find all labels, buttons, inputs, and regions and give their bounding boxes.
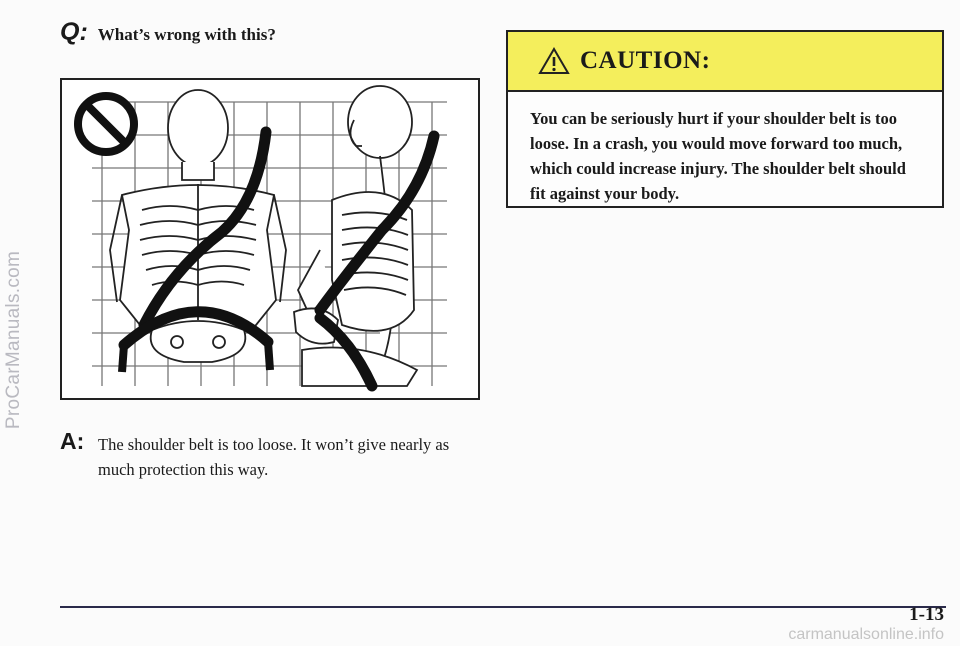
answer bbox=[60, 428, 480, 482]
question bbox=[60, 18, 276, 47]
side-watermark-text: ProCarManuals.com bbox=[3, 250, 24, 430]
caution-title: CAUTION: bbox=[580, 47, 711, 74]
caution-body: You can be seriously hurt if your shoulder belt is too loose. In a crash, you would move forward too much, which could increase injury. The shoulder belt should fit against your body. bbox=[530, 109, 906, 203]
answer-label: A: bbox=[60, 428, 85, 454]
skeleton-seatbelt-drawing bbox=[62, 80, 478, 398]
side-watermark bbox=[2, 60, 26, 620]
answer-text: The shoulder belt is too loose. It won’t give nearly as much protection this way. bbox=[98, 435, 450, 479]
page-number: 1-13 bbox=[909, 604, 944, 625]
no-symbol-icon bbox=[78, 96, 134, 152]
caution-box bbox=[506, 30, 944, 208]
caution-header bbox=[508, 32, 942, 92]
seatbelt-illustration bbox=[60, 78, 480, 400]
warning-triangle-icon bbox=[538, 47, 570, 75]
bottom-watermark: carmanualsonline.info bbox=[788, 626, 944, 643]
question-label: Q: bbox=[60, 18, 88, 46]
footer-rule bbox=[60, 606, 946, 608]
question-text: What’s wrong with this? bbox=[97, 25, 276, 44]
